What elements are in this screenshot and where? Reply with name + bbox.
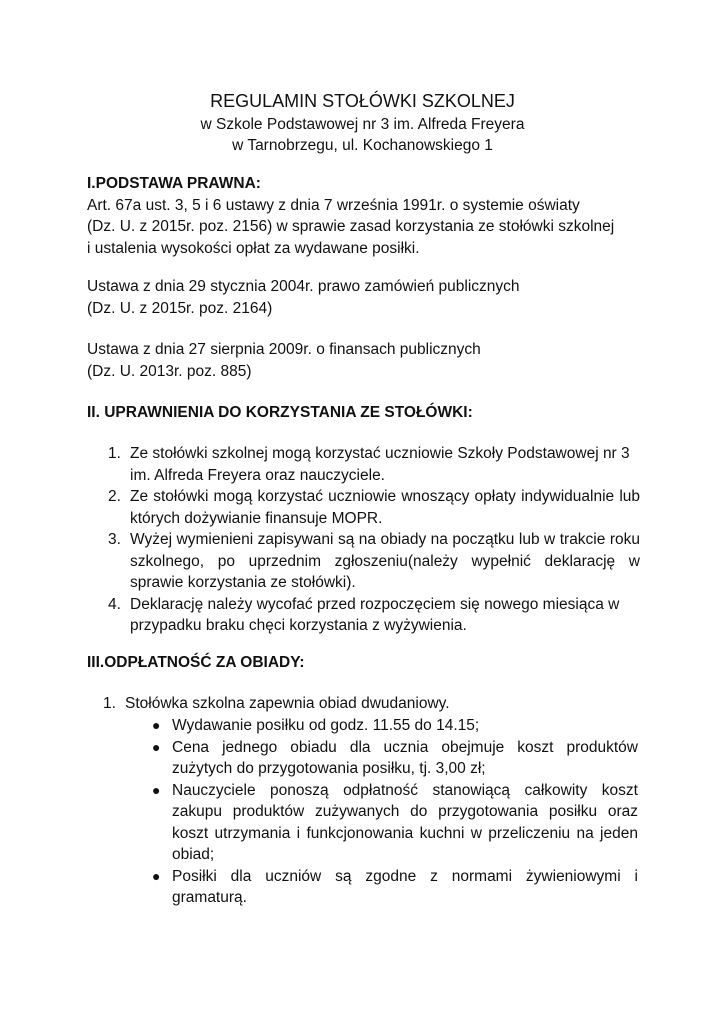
bullet-item: [150, 737, 638, 780]
legal-text-line: (Dz. U. z 2015r. poz. 2156) w sprawie zasad korzystania ze stołówki szkolnej: [87, 218, 615, 235]
list-number: 3.: [108, 531, 121, 548]
fees-list: [103, 693, 635, 715]
section-heading: III.ODPŁATNOŚĆ ZA OBIADY:: [87, 654, 305, 671]
legal-text-line: i ustalenia wysokości opłat za wydawane posiłki.: [87, 239, 420, 257]
list-number: 4.: [108, 595, 121, 613]
list-item-text: Deklarację należy wycofać przed rozpoczęciem się nowego miesiąca w przypadku braku chęci korzystania z wyżywienia.: [130, 595, 620, 634]
bullet-text: Cena jednego obiadu dla ucznia obejmuje koszt produktów zużytych do przygotowania posiłku, tj. 3,00 zł;: [172, 738, 638, 777]
list-item-text: Ze stołówki szkolnej mogą korzystać uczniowie Szkoły Podstawowej nr 3 im. Alfreda Freyera oraz nauczyciele.: [130, 445, 630, 484]
legal-text-line: Art. 67a ust. 3, 5 i 6 ustawy z dnia 7 września 1991r. o systemie oświaty: [87, 196, 580, 214]
legal-text-line: Ustawa z dnia 27 sierpnia 2009r. o finansach publicznych: [87, 341, 481, 358]
bullet-icon: ●: [152, 717, 161, 733]
list-number: 1.: [108, 445, 121, 462]
eligibility-list: [108, 443, 640, 637]
legal-paragraph-procurement: [87, 276, 647, 319]
document-header: [0, 88, 725, 156]
bullet-text: Nauczyciele ponoszą odpłatność stanowiącą całkowity koszt zakupu produktów zużywanych do przygotowania posiłku oraz koszt utrzymania i funkcjonowania kuchni w przeliczeniu na jeden obiad;: [172, 781, 638, 863]
section-heading: II. UPRAWNIENIA DO KORZYSTANIA ZE STOŁÓWKI:: [87, 404, 473, 421]
bullet-item: [150, 715, 638, 737]
section-legal-basis: [87, 173, 647, 259]
bullet-icon: ●: [152, 867, 161, 884]
list-number: 1.: [103, 695, 116, 712]
list-item-text: Ze stołówki mogą korzystać uczniowie wnoszący opłaty indywidualnie lub których dożywianie finansuje MOPR.: [130, 488, 640, 527]
bullet-item: [150, 780, 638, 866]
list-item: [108, 529, 640, 594]
list-item: [108, 443, 640, 486]
list-item-text: Stołówka szkolna zapewnia obiad dwudaniowy.: [125, 695, 450, 712]
list-number: 2.: [108, 488, 121, 505]
list-item: [103, 693, 635, 715]
list-item: [108, 486, 640, 529]
bullet-text: Posiłki dla uczniów są zgodne z normami żywieniowymi i gramaturą.: [172, 867, 638, 906]
legal-text-line: Ustawa z dnia 29 stycznia 2004r. prawo zamówień publicznych: [87, 278, 520, 295]
legal-text-line: (Dz. U. 2013r. poz. 885): [87, 362, 252, 380]
bullet-text: Wydawanie posiłku od godz. 11.55 do 14.15;: [172, 717, 480, 734]
school-name: w Szkole Podstawowej nr 3 im. Alfreda Freyera: [200, 116, 525, 133]
list-item: [108, 594, 640, 637]
list-item-text: Wyżej wymienieni zapisywani są na obiady na początku lub w trakcie roku szkolnego, po uprzednim zgłoszeniu(należy wypełnić deklarację w sprawie korzystania ze stołówki).: [130, 531, 640, 591]
bullet-icon: ●: [152, 781, 161, 798]
section-eligibility-heading-block: [87, 402, 647, 424]
section-fees-heading-block: [87, 652, 647, 674]
fees-bullet-list: [150, 715, 638, 909]
school-address: w Tarnobrzegu, ul. Kochanowskiego 1: [232, 137, 493, 154]
bullet-icon: ●: [152, 738, 161, 755]
bullet-item: [150, 866, 638, 909]
section-heading: I.PODSTAWA PRAWNA:: [87, 175, 261, 192]
document-title: REGULAMIN STOŁÓWKI SZKOLNEJ: [210, 91, 515, 111]
legal-text-line: (Dz. U. z 2015r. poz. 2164): [87, 299, 273, 317]
legal-paragraph-finance: [87, 339, 647, 382]
